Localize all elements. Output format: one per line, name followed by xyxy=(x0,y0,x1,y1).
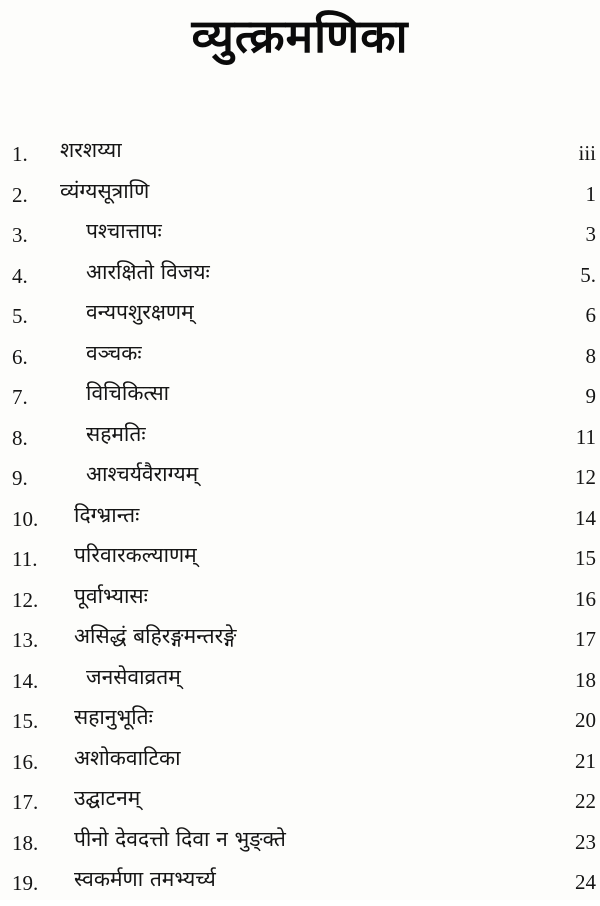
toc-entry xyxy=(0,339,600,380)
entry-title: दिग्भ्रान्तः xyxy=(74,502,140,527)
entry-number: 15. xyxy=(12,709,39,733)
entry-number: 3. xyxy=(12,223,28,247)
entry-title: असिद्धं बहिरङ्गमन्तरङ्गे xyxy=(74,624,237,648)
entry-number: 6. xyxy=(12,344,28,369)
entry-title: परिवारकल्याणम् xyxy=(74,543,197,567)
entry-page-number: 3 xyxy=(585,222,596,246)
entry-page-number: 12 xyxy=(575,465,596,489)
entry-title: पश्चात्तापः xyxy=(86,219,162,243)
entry-page-number: 17 xyxy=(575,627,596,651)
entry-number: 14. xyxy=(12,668,39,693)
toc-entry xyxy=(0,379,600,420)
toc-entry xyxy=(0,703,600,744)
entry-page-number: 20 xyxy=(575,708,596,732)
toc-entry xyxy=(0,622,600,663)
toc-entry xyxy=(0,501,600,542)
entry-number: 1. xyxy=(12,142,28,166)
toc-entry xyxy=(0,177,600,218)
entry-number: 2. xyxy=(12,182,28,207)
table-of-contents xyxy=(0,136,600,906)
entry-number: 19. xyxy=(12,871,39,895)
toc-entry xyxy=(0,136,600,177)
entry-title: सहानुभूतिः xyxy=(74,705,153,729)
entry-page-number: 24 xyxy=(575,870,596,894)
entry-page-number: 6 xyxy=(585,303,596,327)
entry-title: सहमतिः xyxy=(86,421,146,446)
entry-page-number: 23 xyxy=(575,829,596,854)
toc-entry xyxy=(0,784,600,825)
entry-title: वञ्चकः xyxy=(86,340,142,365)
entry-page-number: 14 xyxy=(575,505,596,530)
entry-number: 9. xyxy=(12,466,28,490)
entry-number: 5. xyxy=(12,304,28,328)
toc-entry xyxy=(0,258,600,299)
entry-page-number: iii xyxy=(578,141,596,165)
entry-number: 13. xyxy=(12,628,39,652)
entry-title: व्यंग्यसूत्राणि xyxy=(60,178,150,203)
toc-entry xyxy=(0,582,600,623)
entry-page-number: 18 xyxy=(575,667,596,692)
entry-page-number: 21 xyxy=(575,748,596,773)
entry-title: शरशय्या xyxy=(60,138,122,162)
toc-entry xyxy=(0,541,600,582)
entry-page-number: 16 xyxy=(575,586,596,611)
entry-page-number: 22 xyxy=(575,789,596,813)
entry-title: विचिकित्सा xyxy=(86,381,170,405)
entry-page-number: 9 xyxy=(585,384,596,408)
entry-title: जनसेवाव्रतम् xyxy=(86,664,181,689)
entry-title: पीनो देवदत्तो दिवा न भुङ्क्ते xyxy=(74,826,286,851)
entry-title: स्वकर्मणा तमभ्यर्च्य xyxy=(74,867,216,891)
entry-title: उद्घाटनम् xyxy=(74,786,141,810)
toc-entry xyxy=(0,298,600,339)
entry-number: 11. xyxy=(12,547,38,571)
entry-page-number: 1 xyxy=(585,181,596,206)
toc-entry xyxy=(0,865,600,906)
page-title: व्युत्क्रमणिका xyxy=(191,9,409,63)
toc-entry xyxy=(0,744,600,785)
entry-number: 16. xyxy=(12,749,39,774)
entry-number: 10. xyxy=(12,506,39,531)
entry-title: वन्यपशुरक्षणम् xyxy=(86,300,194,324)
toc-entry xyxy=(0,663,600,704)
entry-number: 18. xyxy=(12,830,39,855)
entry-title: अशोकवाटिका xyxy=(74,745,181,770)
entry-page-number: 11 xyxy=(575,424,596,449)
toc-entry xyxy=(0,420,600,461)
entry-number: 7. xyxy=(12,385,28,409)
entry-title: पूर्वाभ्यासः xyxy=(74,583,148,608)
toc-entry xyxy=(0,460,600,501)
entry-page-number: 5. xyxy=(580,262,596,287)
entry-number: 12. xyxy=(12,587,39,612)
entry-number: 8. xyxy=(12,425,28,450)
entry-title: आश्चर्यवैराग्यम् xyxy=(86,462,199,486)
entry-page-number: 8 xyxy=(585,343,596,368)
entry-page-number: 15 xyxy=(575,546,596,570)
toc-entry xyxy=(0,825,600,866)
entry-number: 4. xyxy=(12,263,28,288)
toc-entry xyxy=(0,217,600,258)
entry-number: 17. xyxy=(12,790,39,814)
entry-title: आरक्षितो विजयः xyxy=(86,259,210,284)
